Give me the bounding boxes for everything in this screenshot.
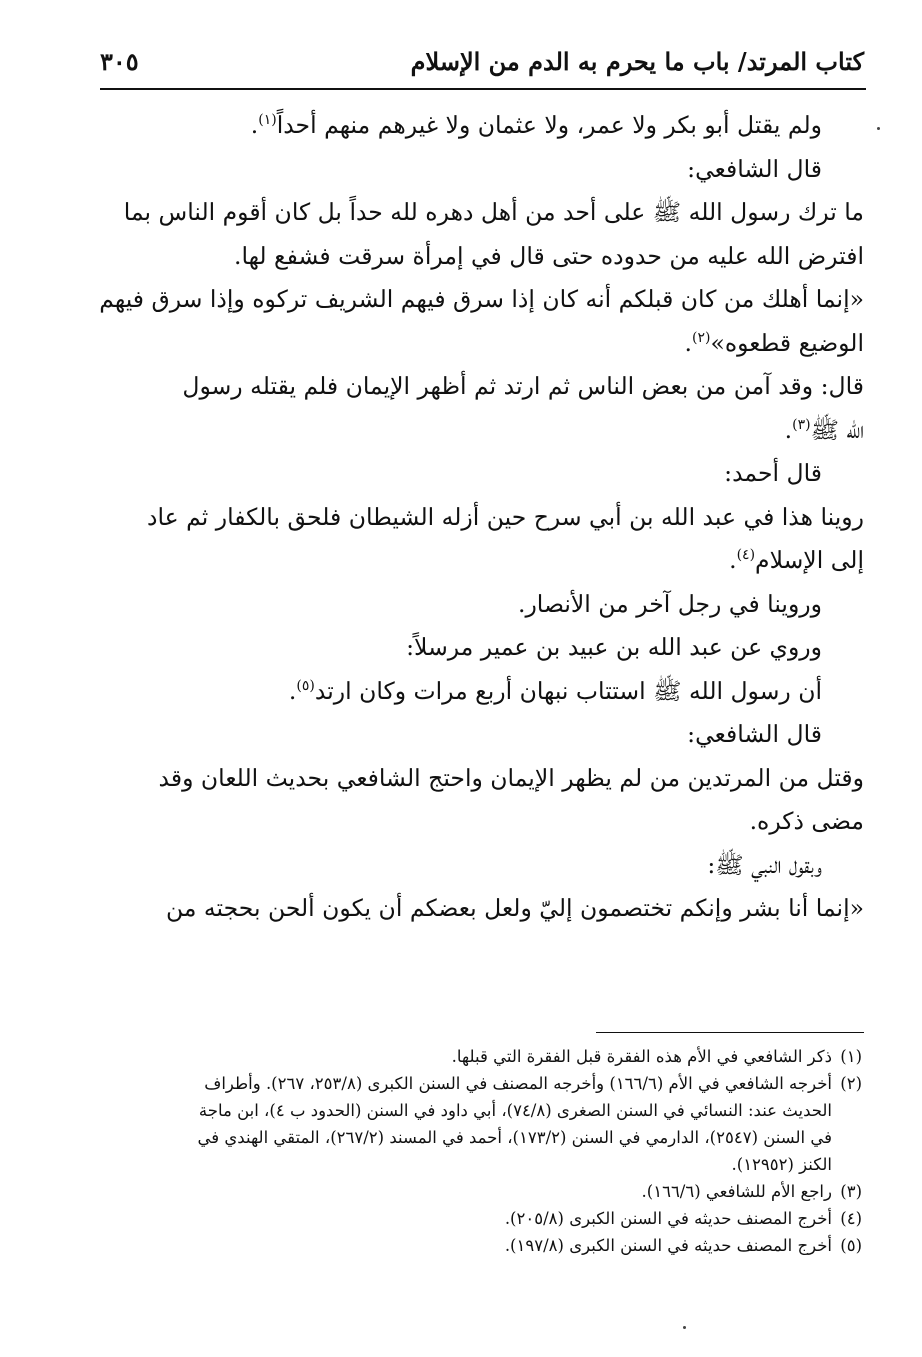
- line-text: ولم يقتل أبو بكر ولا عمر، ولا عثمان ولا غيرهم منهم أحداً: [276, 111, 822, 139]
- line-tail: .: [684, 328, 692, 357]
- line-text: وروي عن عبد الله بن عبيد بن عمير مرسلاً:: [406, 633, 822, 661]
- line-tail: .: [288, 676, 297, 705]
- line-text: قال أحمد:: [724, 459, 822, 487]
- line-text: قال: وقد آمن من بعض الناس ثم ارتد ثم أظهر الإيمان فلم يقتله رسول: [182, 372, 864, 400]
- footnote-text: أخرجه الشافعي في الأم (١٦٦/٦) وأخرجه المصنف في السنن الكبرى (٢٥٣/٨، ٢٦٧). وأطراف: [204, 1074, 832, 1093]
- text-line: [100, 844, 864, 888]
- text-line: [100, 409, 864, 453]
- footnote-divider: [596, 1032, 864, 1033]
- running-header: [100, 40, 864, 82]
- footnote-line: [100, 1070, 862, 1097]
- footnote-marker: (٢): [692, 329, 711, 346]
- footnote-line: [100, 1205, 862, 1232]
- text-line: [100, 148, 864, 192]
- footnote-line: [100, 1097, 862, 1124]
- footnote-number: (٢): [840, 1074, 862, 1093]
- text-line: [100, 365, 864, 409]
- line-tail: .: [729, 546, 737, 574]
- text-line: [100, 452, 864, 496]
- scan-speck: [877, 127, 880, 130]
- text-line: [100, 800, 864, 844]
- main-text: [100, 104, 864, 931]
- text-line: [100, 757, 864, 801]
- line-text: الوضيع قطعوه»: [710, 328, 864, 357]
- text-line: [100, 713, 864, 757]
- header-divider: [100, 88, 866, 90]
- footnote-line: [100, 1151, 862, 1178]
- footnote-text: راجع الأم للشافعي (١٦٦/٦).: [641, 1182, 832, 1201]
- footnote-text: أخرج المصنف حديثه في السنن الكبرى (٢٠٥/٨).: [504, 1209, 832, 1228]
- line-text: أن رسول الله ﷺ استتاب نبهان أربع مرات وكان ارتد: [314, 676, 822, 705]
- footnote-marker: (٥): [296, 677, 315, 694]
- footnote-line: [100, 1124, 862, 1151]
- footnote-text: الكنز (١٢٩٥٢).: [731, 1155, 832, 1174]
- footnote-number: (٣): [840, 1182, 862, 1201]
- footnote-number: (٤): [840, 1209, 862, 1228]
- footnote-line: [100, 1043, 862, 1070]
- footnote-marker: (٤): [736, 547, 756, 564]
- page-number: ٣٠٥: [100, 46, 139, 76]
- footnote-number: (٥): [840, 1236, 862, 1255]
- text-line: [100, 235, 864, 279]
- text-line: [100, 278, 864, 322]
- line-text: الله ﷺ: [810, 415, 864, 444]
- footnote-text: في السنن (٢٥٤٧)، الدارمي في السنن (١٧٣/٢)، أحمد في المسند (٢٦٧/٢)، المتقي الهندي في: [197, 1128, 832, 1147]
- line-text: «إنما أنا بشر وإنكم تختصمون إليّ ولعل بعضكم أن يكون ألحن بحجته من: [165, 894, 864, 922]
- line-text: روينا هذا في عبد الله بن أبي سرح حين أزله الشيطان فلحق بالكفار ثم عاد: [146, 502, 864, 531]
- line-text: إلى الإسلام: [755, 546, 864, 574]
- footnote-number: (١): [840, 1047, 862, 1066]
- footnote-line: [100, 1178, 862, 1205]
- line-text: وقتل من المرتدين من لم يظهر الإيمان واحتج الشافعي بحديث اللعان وقد: [158, 763, 864, 792]
- footnote-marker: (٣): [792, 416, 811, 433]
- line-text: مضى ذكره.: [749, 807, 864, 835]
- chapter-title: كتاب المرتد/ باب ما يحرم به الدم من الإسلام: [410, 46, 864, 76]
- line-text: قال الشافعي:: [687, 154, 822, 183]
- line-tail: .: [250, 111, 259, 139]
- line-text: ما ترك رسول الله ﷺ على أحد من أهل دهره لله حداً بل كان أقوم الناس بما: [123, 198, 864, 226]
- line-text: «إنما أهلك من كان قبلكم أنه كان إذا سرق فيهم الشريف تركوه وإذا سرق فيهم: [99, 285, 864, 313]
- text-line: [100, 887, 864, 931]
- footnote-marker: (١): [258, 112, 277, 129]
- footnote-line: [100, 1232, 862, 1259]
- line-text: وبقول النبي ﷺ:: [707, 850, 822, 879]
- footnotes: [100, 1043, 862, 1259]
- footnote-text: الحديث عند: النسائي في السنن الصغرى (٧٤/٨)، أبي داود في السنن (الحدود ب ٤)، ابن ماجة: [198, 1101, 832, 1120]
- text-line: [100, 583, 864, 627]
- text-line: [100, 104, 864, 148]
- line-text: قال الشافعي:: [687, 720, 822, 748]
- line-tail: .: [784, 415, 793, 444]
- text-line: [100, 191, 864, 235]
- footnote-text: ذكر الشافعي في الأم هذه الفقرة قبل الفقرة التي قبلها.: [451, 1047, 832, 1066]
- text-line: [100, 322, 864, 366]
- line-text: وروينا في رجل آخر من الأنصار.: [517, 589, 822, 618]
- scan-speck: [683, 1326, 686, 1329]
- footnote-text: أخرج المصنف حديثه في السنن الكبرى (١٩٧/٨).: [504, 1236, 832, 1255]
- text-line: [100, 539, 864, 583]
- text-line: [100, 496, 864, 540]
- text-line: [100, 670, 864, 714]
- text-line: [100, 626, 864, 670]
- line-text: افترض الله عليه من حدوده حتى قال في إمرأة سرقت فشفع لها.: [233, 241, 864, 270]
